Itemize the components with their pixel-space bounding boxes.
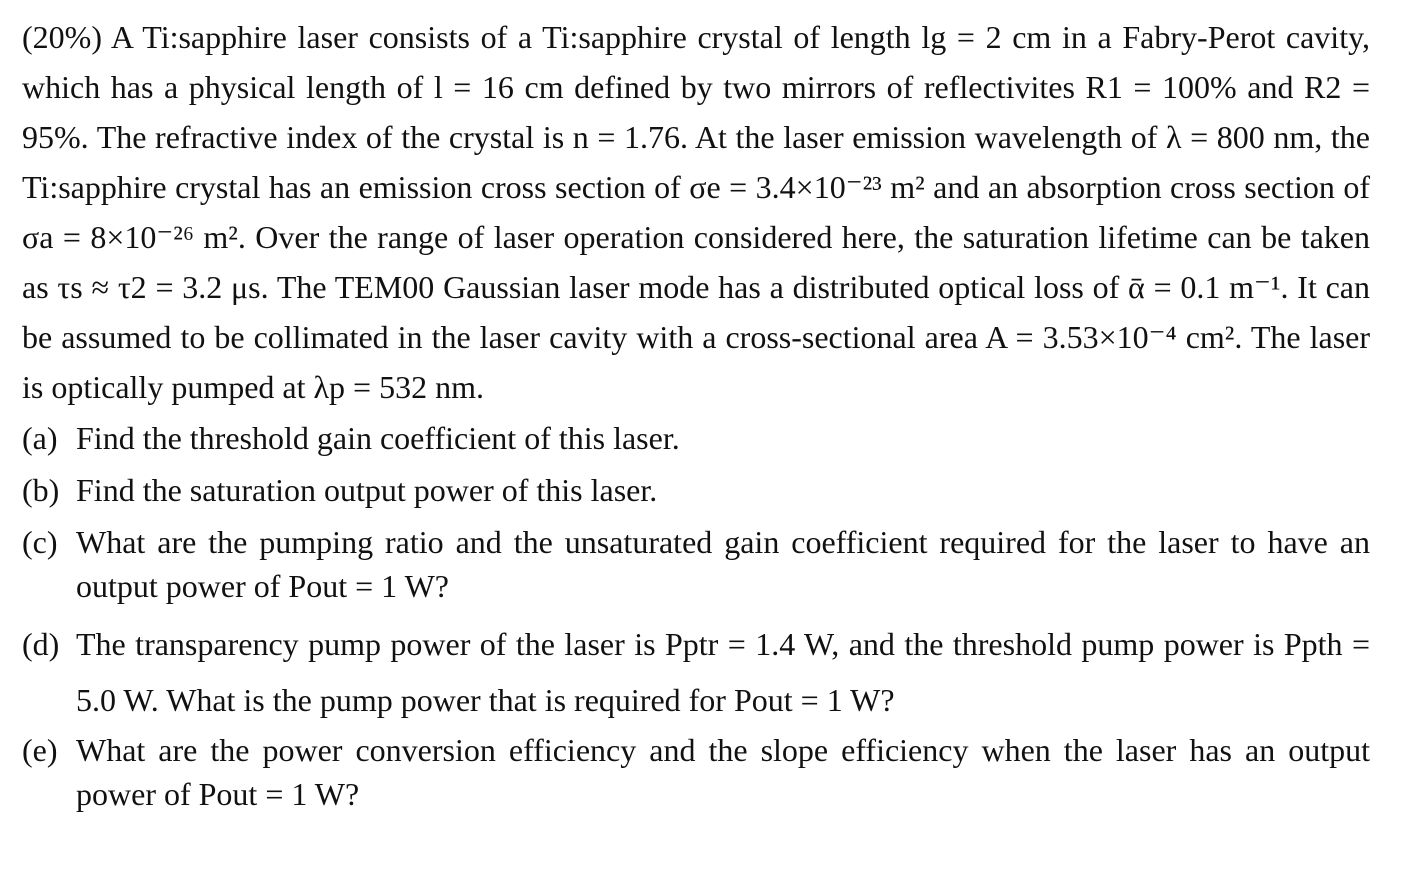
question-text: What are the pumping ratio and the unsaturated gain coefficient required for the laser to have an output power of Pout = 1 W? xyxy=(76,524,1370,604)
question-e xyxy=(22,728,1370,816)
question-text: Find the threshold gain coefficient of this laser. xyxy=(76,420,680,456)
question-label: (b) xyxy=(22,472,60,508)
question-text: What are the power conversion efficiency and the slope efficiency when the laser has an output power of Pout = 1 W? xyxy=(76,732,1370,812)
problem-statement: (20%) A Ti:sapphire laser consists of a Ti:sapphire crystal of length lg = 2 cm in a Fabry-Perot cavity, which has a physical length of l = 16 cm defined by two mirrors of reflectivites R1 = 100% and R2 = 95%. The refractive index of the crystal is n = 1.76. At the laser emission wavelength of λ = 800 nm, the Ti:sapphire crystal has an emission cross section of σe = 3.4×10⁻²³ m² and an absorption cross section of σa = 8×10⁻²⁶ m². Over the range of laser operation considered here, the saturation lifetime can be taken as τs ≈ τ2 = 3.2 μs. The TEM00 Gaussian laser mode has a distributed optical loss of ᾱ = 0.1 m⁻¹. It can be assumed to be collimated in the laser cavity with a cross-sectional area A = 3.53×10⁻⁴ cm². The laser is optically pumped at λp = 532 nm. xyxy=(22,19,1370,405)
problem-page xyxy=(22,12,1370,824)
question-d xyxy=(22,616,1370,728)
question-text: The transparency pump power of the laser is Pptr = 1.4 W, and the threshold pump power is Ppth = 5.0 W. What is the pump power that is required for Pout = 1 W? xyxy=(76,626,1370,718)
question-label: (d) xyxy=(22,626,60,662)
question-a xyxy=(22,416,1370,460)
question-label: (e) xyxy=(22,732,58,768)
question-text: Find the saturation output power of this laser. xyxy=(76,472,658,508)
question-label: (c) xyxy=(22,524,58,560)
question-c xyxy=(22,520,1370,608)
question-list xyxy=(22,416,1370,816)
question-label: (a) xyxy=(22,420,58,456)
question-b xyxy=(22,468,1370,512)
